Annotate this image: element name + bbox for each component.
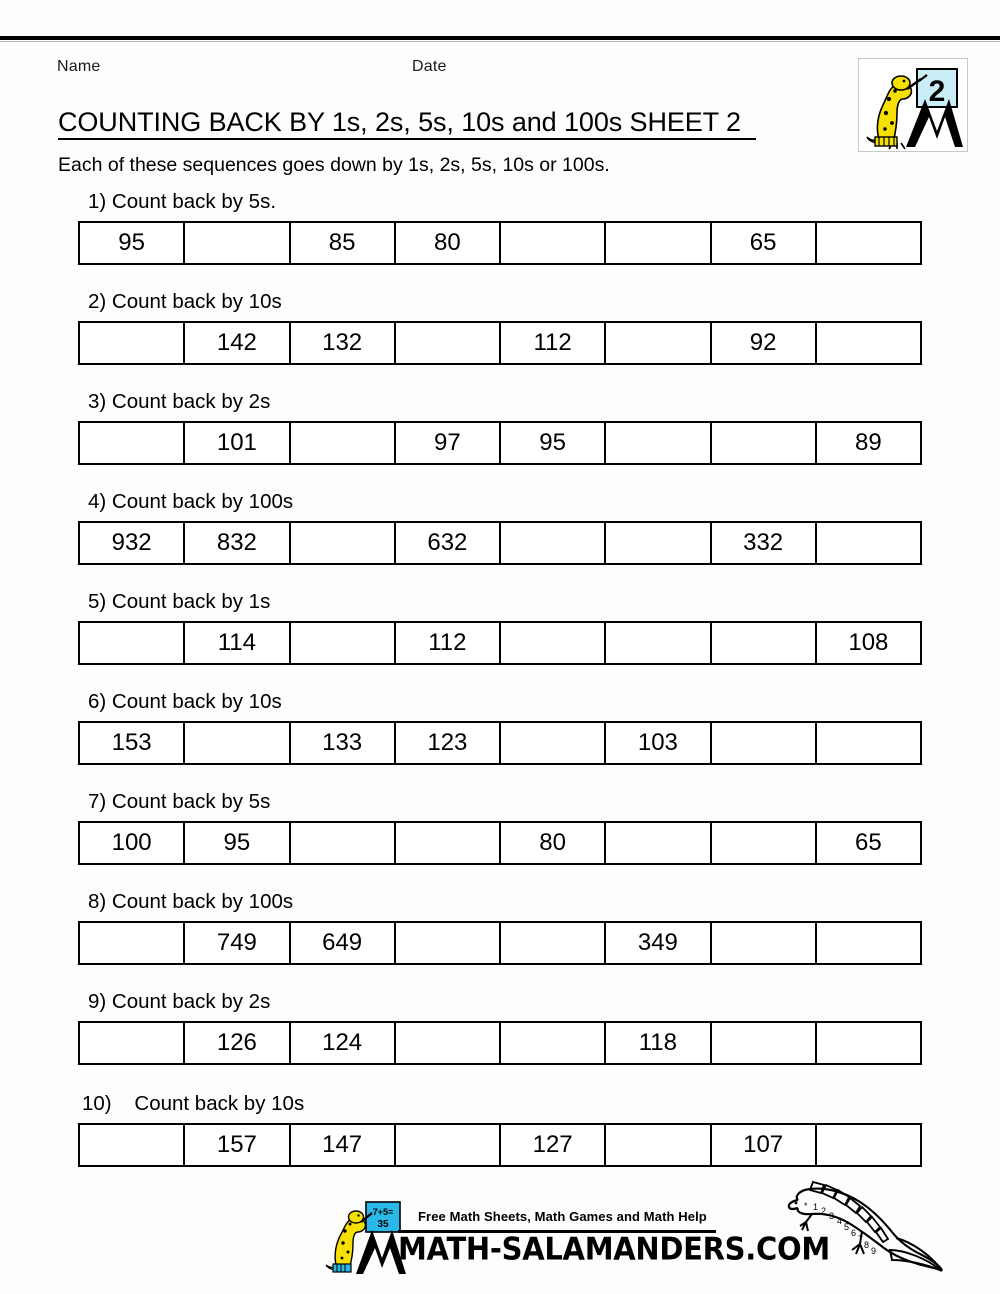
answer-blank-cell[interactable]	[606, 323, 711, 363]
question-label-10: 10) Count back by 10s	[82, 1092, 305, 1115]
sequence-value-cell: 133	[291, 723, 396, 763]
answer-blank-cell[interactable]	[712, 423, 817, 463]
answer-blank-cell[interactable]	[80, 1023, 185, 1063]
answer-blank-cell[interactable]	[396, 1023, 501, 1063]
sequence-value-cell: 127	[501, 1125, 606, 1165]
grade-badge-number: 2	[928, 75, 946, 108]
answer-blank-cell[interactable]	[396, 923, 501, 963]
question-label-6: 6) Count back by 10s	[88, 690, 282, 713]
question-label-4: 4) Count back by 100s	[88, 490, 294, 513]
answer-blank-cell[interactable]	[501, 523, 606, 563]
answer-blank-cell[interactable]	[291, 823, 396, 863]
answer-blank-cell[interactable]	[80, 923, 185, 963]
question-label-7: 7) Count back by 5s	[88, 790, 271, 813]
sequence-value-cell: 85	[291, 223, 396, 263]
svg-text:1: 1	[813, 1202, 819, 1212]
sequence-value-cell: 103	[606, 723, 711, 763]
sequence-grid-4	[78, 521, 922, 565]
sequence-value-cell: 100	[80, 823, 185, 863]
answer-blank-cell[interactable]	[185, 223, 290, 263]
sequence-grid-3	[78, 421, 922, 465]
header-rule	[0, 36, 1000, 40]
answer-blank-cell[interactable]	[606, 1125, 711, 1165]
sequence-value-cell: 632	[396, 523, 501, 563]
sequence-value-cell: 80	[396, 223, 501, 263]
answer-blank-cell[interactable]	[712, 723, 817, 763]
sequence-value-cell: 123	[396, 723, 501, 763]
answer-blank-cell[interactable]	[817, 1125, 920, 1165]
answer-blank-cell[interactable]	[712, 823, 817, 863]
svg-text:4: 4	[837, 1216, 843, 1226]
answer-blank-cell[interactable]	[817, 1023, 920, 1063]
sequence-grid-10	[78, 1123, 922, 1167]
answer-blank-cell[interactable]	[291, 623, 396, 663]
answer-blank-cell[interactable]	[817, 223, 920, 263]
sequence-grid-7	[78, 821, 922, 865]
svg-text:7: 7	[858, 1234, 864, 1244]
title-underline	[58, 138, 756, 140]
answer-blank-cell[interactable]	[501, 623, 606, 663]
answer-blank-cell[interactable]	[501, 923, 606, 963]
sequence-value-cell: 157	[185, 1125, 290, 1165]
answer-blank-cell[interactable]	[396, 1125, 501, 1165]
svg-text:2: 2	[821, 1206, 827, 1216]
sequence-value-cell: 101	[185, 423, 290, 463]
footer-tagline: Free Math Sheets, Math Games and Math Help	[418, 1209, 707, 1224]
question-label-8: 8) Count back by 100s	[88, 890, 294, 913]
math-salamanders-grade-icon	[859, 59, 967, 151]
sequence-value-cell: 142	[185, 323, 290, 363]
sequence-value-cell: 65	[712, 223, 817, 263]
answer-blank-cell[interactable]	[606, 623, 711, 663]
page-title: COUNTING BACK BY 1s, 2s, 5s, 10s and 100s SHEET 2	[58, 107, 741, 137]
svg-text:6: 6	[851, 1228, 857, 1238]
sequence-grid-5	[78, 621, 922, 665]
question-label-5: 5) Count back by 1s	[88, 590, 271, 613]
answer-blank-cell[interactable]	[817, 723, 920, 763]
svg-text:5: 5	[844, 1222, 850, 1232]
answer-blank-cell[interactable]	[396, 323, 501, 363]
answer-blank-cell[interactable]	[817, 323, 920, 363]
sequence-grid-9	[78, 1021, 922, 1065]
answer-blank-cell[interactable]	[712, 923, 817, 963]
answer-blank-cell[interactable]	[501, 223, 606, 263]
answer-blank-cell[interactable]	[712, 1023, 817, 1063]
sequence-value-cell: 147	[291, 1125, 396, 1165]
sequence-value-cell: 124	[291, 1023, 396, 1063]
sequence-value-cell: 132	[291, 323, 396, 363]
sequence-grid-6	[78, 721, 922, 765]
answer-blank-cell[interactable]	[396, 823, 501, 863]
footer-url: MATH-SALAMANDERS.COM	[398, 1231, 830, 1268]
sequence-grid-2	[78, 321, 922, 365]
numbered-salamander-icon	[780, 1178, 950, 1278]
date-label: Date	[412, 58, 447, 75]
page-subtitle: Each of these sequences goes down by 1s, 2s, 5s, 10s or 100s.	[58, 154, 610, 176]
answer-blank-cell[interactable]	[80, 1125, 185, 1165]
question-label-2: 2) Count back by 10s	[88, 290, 282, 313]
answer-blank-cell[interactable]	[80, 623, 185, 663]
footer-board-bottom: 35	[377, 1219, 389, 1230]
question-label-3: 3) Count back by 2s	[88, 390, 271, 413]
answer-blank-cell[interactable]	[80, 323, 185, 363]
svg-text:*: *	[804, 1201, 808, 1211]
svg-text:9: 9	[871, 1246, 877, 1256]
sequence-value-cell: 65	[855, 829, 882, 856]
sequence-value-cell: 349	[606, 923, 711, 963]
footer-number-salamander	[780, 1178, 950, 1278]
sequence-value-cell: 95	[501, 423, 606, 463]
header-rule-thin	[0, 41, 1000, 42]
answer-blank-cell[interactable]	[80, 423, 185, 463]
name-label: Name	[57, 58, 101, 75]
answer-blank-cell[interactable]	[501, 723, 606, 763]
sequence-value-cell: 112	[501, 323, 606, 363]
sequence-value-cell: 108	[848, 629, 889, 656]
grade-logo-box	[858, 58, 968, 152]
sequence-value-cell: 107	[712, 1125, 817, 1165]
sequence-value-cell: 153	[80, 723, 185, 763]
answer-blank-cell[interactable]	[185, 723, 290, 763]
question-label-1: 1) Count back by 5s.	[88, 190, 277, 213]
sequence-value-cell: 92	[712, 323, 817, 363]
sequence-value-cell: 118	[606, 1023, 711, 1063]
svg-text:3: 3	[829, 1211, 835, 1221]
answer-blank-cell[interactable]	[817, 523, 920, 563]
sequence-value-cell: 80	[501, 823, 606, 863]
answer-blank-cell[interactable]	[606, 223, 711, 263]
answer-blank-cell[interactable]	[606, 423, 711, 463]
svg-text:8: 8	[864, 1240, 870, 1250]
sequence-value-cell: 332	[712, 523, 817, 563]
sequence-value-cell: 89	[855, 429, 882, 456]
answer-blank-cell[interactable]	[291, 523, 396, 563]
footer-board-top: 7+5=	[372, 1207, 394, 1217]
answer-blank-cell[interactable]	[501, 1023, 606, 1063]
answer-blank-cell[interactable]	[291, 423, 396, 463]
sequence-value-cell: 126	[185, 1023, 290, 1063]
sequence-grid-8	[78, 921, 922, 965]
sequence-value-cell: 97	[396, 423, 501, 463]
answer-blank-cell[interactable]	[817, 923, 920, 963]
answer-blank-cell[interactable]	[606, 523, 711, 563]
answer-blank-cell[interactable]	[606, 823, 711, 863]
sequence-value-cell: 649	[291, 923, 396, 963]
sequence-value-cell: 932	[80, 523, 185, 563]
sequence-grid-1	[78, 221, 922, 265]
sequence-value-cell: 749	[185, 923, 290, 963]
sequence-value-cell: 95	[185, 823, 290, 863]
sequence-value-cell: 112	[396, 623, 501, 663]
sequence-value-cell: 832	[185, 523, 290, 563]
sequence-value-cell: 95	[80, 223, 185, 263]
answer-blank-cell[interactable]	[712, 623, 817, 663]
question-label-9: 9) Count back by 2s	[88, 990, 271, 1013]
sequence-value-cell: 114	[185, 623, 290, 663]
